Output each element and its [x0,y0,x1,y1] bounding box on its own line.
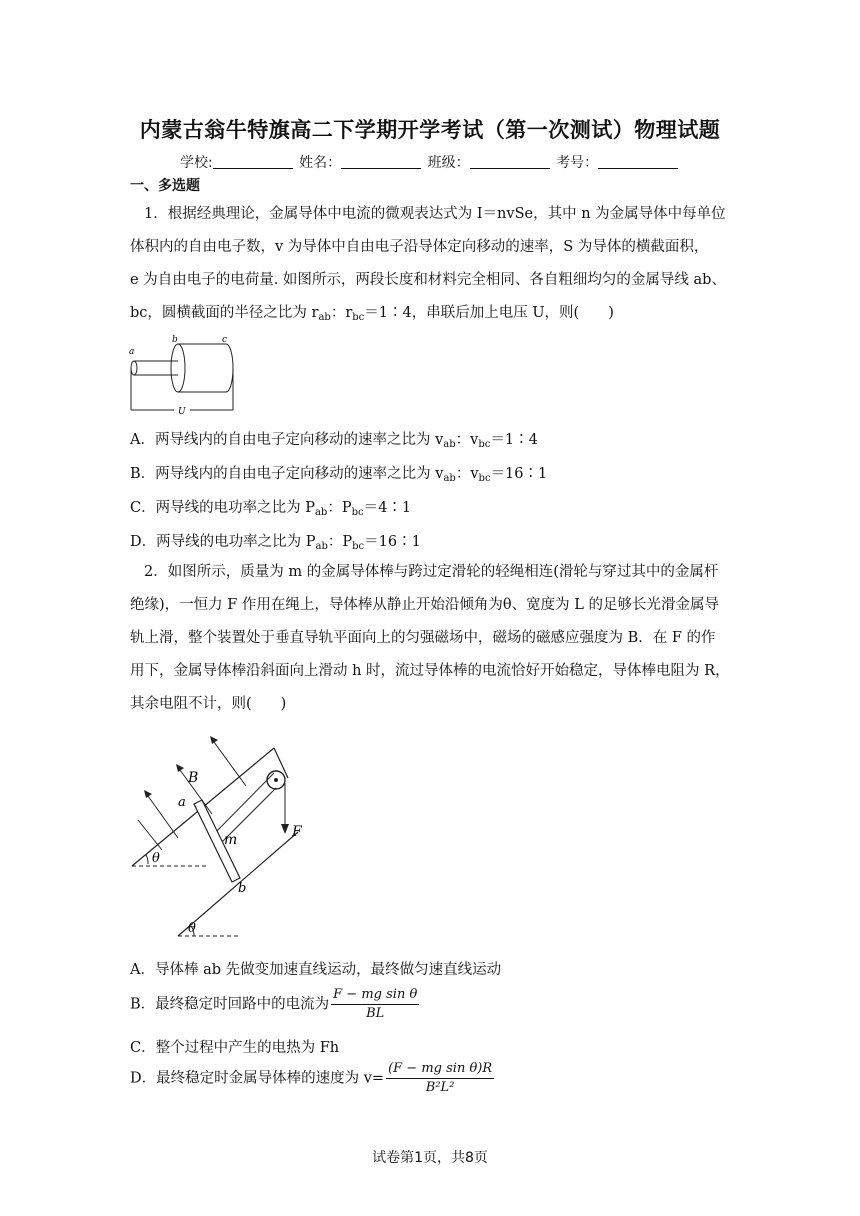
q1-option-b[interactable]: B．两导线内的自由电子定向移动的速率之比为 $v_{ab}$：$v_{bc}=16∶1$ [130,466,548,484]
fig1-label-u: U [178,407,186,416]
fig2-label-f: F [292,824,302,840]
q2-line-4: 用下，金属导体棒沿斜面向上滑动 h 时，流过导体棒的电流恰好开始稳定，导体棒电阻为 R， [130,663,730,679]
student-info-line [180,152,680,172]
school-label: 学校: [180,155,213,171]
q1-line-2: 体积内的自由电子数，v 为导体中自由电子沿导体定向移动的速率，S 为导体的横截面积， [130,239,709,255]
question-2-text [130,556,734,721]
name-label: 姓名： [299,155,342,171]
page-footer: 试卷第1页，共8页 [372,1150,488,1166]
q2-line-5: 其余电阻不计，则( ) [130,696,287,712]
fig2-label-b-field: B [188,770,199,786]
question-1-text [130,198,734,330]
fig2-label-m: m [224,832,238,848]
q1-figure [128,334,240,416]
class-blank[interactable] [470,154,550,169]
class-label: 班级： [427,155,470,171]
q1-line-3: e 为自由电子的电荷量. 如图所示，两段长度和材料完全相同、各自粗细均匀的金属导线 ab、 [130,272,726,288]
q1-option-c[interactable]: C．两导线的电功率之比为 $P_{ab}$：$P_{bc}=4∶1$ [130,500,412,518]
q2-option-b[interactable]: B．最终稳定时回路中的电流为 $\frac{\text{F − mg sin θ}}{BL}$ [130,987,418,1021]
section-heading: 一、多选题 [130,178,200,194]
q2-line-3: 轨上滑，整个装置处于垂直导轨平面向上的匀强磁场中，磁场的磁感应强度为 B．在 F 的作 [130,630,716,646]
q2-figure [128,728,312,940]
q1-option-d[interactable]: D．两导线的电功率之比为 $P_{ab}$：$P_{bc}=16∶1$ [130,534,421,552]
q2-option-d[interactable]: D．最终稳定时金属导体棒的速度为 v= $\frac{\text{(F − mg sin θ)R}}{\text{B²L²}}$ [130,1061,493,1095]
fig2-label-b: b [238,881,247,896]
fig2-label-theta-1: θ [152,851,160,866]
q1-option-a[interactable]: A．两导线内的自由电子定向移动的速率之比为 $v_{ab}$：$v_{bc}=1∶4$ [130,432,538,450]
name-blank[interactable] [341,154,421,169]
q2-line-1: 2．如图所示，质量为 m 的金属导体棒与跨过定滑轮的轻绳相连(滑轮与穿过其中的金属杆 [144,564,719,580]
q1-line-4: bc，圆横截面的半径之比为 $r_{ab}$：$r_{bc}=1∶4$，串联后加上电压 U，则( ) [130,305,614,323]
q2-option-a[interactable]: A．导体棒 ab 先做变加速直线运动，最终做匀速直线运动 [130,962,502,978]
q2-option-d-fraction: $\frac{\text{(F − mg sin θ)R}}{\text{B²L²}}$ [388,1061,493,1095]
school-blank[interactable] [213,154,293,169]
fig1-label-a: a [129,347,135,357]
q2-option-c[interactable]: C．整个过程中产生的电热为 Fh [130,1040,340,1056]
number-blank[interactable] [598,154,678,169]
fig2-label-a: a [178,795,186,810]
fig2-label-theta-2: θ [188,921,196,936]
page-title: 内蒙古翁牛特旗高二下学期开学考试（第一次测试）物理试题 [139,118,721,142]
q1-line-1: 1．根据经典理论，金属导体中电流的微观表达式为 I＝nvSe，其中 n 为金属导体中每单位 [144,206,726,222]
fig1-label-b: b [172,335,178,345]
fig1-label-c: c [222,335,228,345]
number-label: 考号： [556,155,599,171]
q2-option-b-fraction: $\frac{\text{F − mg sin θ}}{BL}$ [333,987,418,1021]
q2-line-2: 绝缘)，一恒力 F 作用在绳上，导体棒从静止开始沿倾角为θ、宽度为 L 的足够长光滑金属导 [130,597,720,613]
